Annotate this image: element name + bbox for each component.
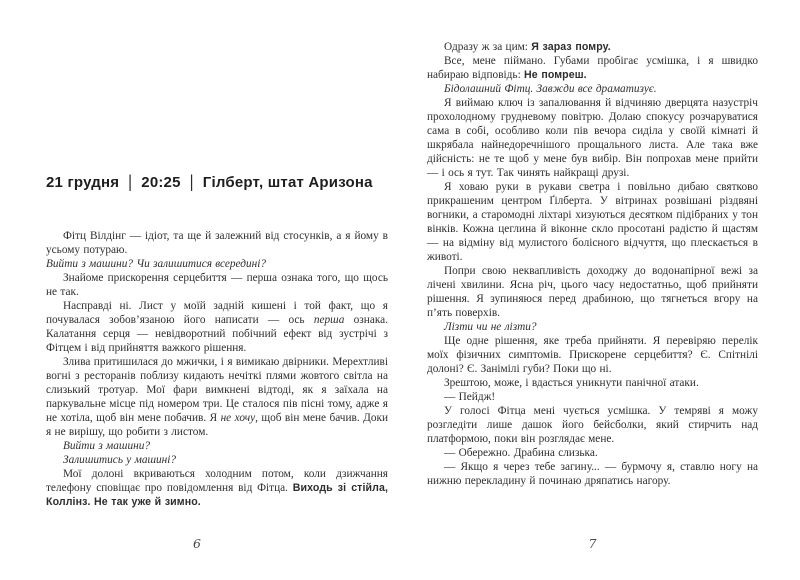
chapter-date: 21 грудня [46,174,120,191]
header-separator: | [189,172,194,193]
body-text: Я ховаю руки в рукави светра і повільно дибаю святково прикрашеним центром Ґілберта. У вітринах розвішані різдвяні вогники, а старомодні ліхтарі хизуються десятком підібраних у тон вінків. Кожна цеглина й віконне скло просотані радістю й щастям — на відміну від мулистого болісного відчуття, що плескається в животі. [427,181,758,263]
paragraph [46,299,388,355]
chapter-header [46,174,388,191]
paragraph [46,439,388,453]
paragraph [427,460,758,488]
paragraph [46,355,388,439]
text-message-text: Виходь зі стійла, Коллінз. Не так уже й зимно. [46,482,388,508]
inner-thought-text: Бідолашний Фітц. Завжди все драматизує. [444,83,657,95]
body-text: — Обережно. Драбина слизька. [444,447,598,459]
paragraph [427,390,758,404]
paragraph [46,467,388,509]
body-text: ознака. Калатання серця — невідворотний побічний ефект від зустрічі з Фітцем і від прийняття важкого рішення. [46,314,388,354]
paragraph [427,376,758,390]
right-page-body [427,40,758,488]
text-message-text: Не помреш. [524,69,587,81]
body-text: , щоб він мене бачив. Доки я не вирішу, що робити з листом. [46,412,389,438]
body-text: Ще одне рішення, яке треба прийняти. Я перевіряю перелік моїх фізичних симптомів. Прискорене серцебиття? Є. Спітнілі долоні? Є. Занімілі губи? Поки що ні. [427,335,758,375]
paragraph [46,229,388,257]
chapter-time: 20:25 [141,174,181,191]
paragraph [46,453,388,467]
page-right [427,0,758,580]
paragraph [427,96,758,180]
header-separator: | [128,172,133,193]
body-text: Мої долоні вкриваються холодним потом, коли дзижчання телефону сповіщає про повідомлення від Фітца. [46,468,388,494]
body-text: У голосі Фітца мені чується усмішка. У темряві я можу розгледіти лише дашок його бейсболки, який стирчить над платформою, поки він розглядає мене. [427,405,758,445]
page-left [46,0,388,580]
body-text: Все, мене піймано. Губами пробігає усмішка, і я швидко набираю відповідь: [427,55,758,81]
inner-thought-text: Вийти з машини? [63,440,150,452]
chapter-location: Гілберт, штат Аризона [202,174,373,191]
body-text: — Якщо я через тебе загину... — бурмочу я, ставлю ногу на нижню перекладину й починаю дряпатись нагору. [427,461,758,487]
text-message-text: Я зараз помру. [531,41,611,53]
inner-thought-text: перша [313,314,345,326]
paragraph [427,334,758,376]
paragraph [427,404,758,446]
paragraph [427,82,758,96]
paragraph [427,264,758,320]
body-text: — Пейдж! [444,391,496,403]
paragraph [427,54,758,82]
body-text: Я виймаю ключ із запалювання й відчиняю дверцята назустріч прохолодному грудневому повітрю. Долаю спокусу розчаруватися сама в собі, особливо коли пів вечора сиділа у своїй кімнаті й шкрябала найнедоречнішого прощального листа. Але така вже дійсність: не те щоб у мене був вибір. Він попрохав мене прийти — і ось я тут. Так чинять найкращі друзі. [427,97,758,179]
inner-thought-text: Вийти з машини? Чи залишитися всередині? [46,258,267,270]
page-number-left: 6 [193,536,201,551]
left-page-body [46,229,388,509]
paragraph [427,180,758,264]
body-text: Фітц Вілдінг — ідіот, та ще й залежний від стосунків, а я йому в усьому потураю. [46,230,388,256]
paragraph [427,446,758,460]
paragraph [46,271,388,299]
page-number-right: 7 [588,536,597,551]
body-text: Зрештою, може, і вдасться уникнути панічної атаки. [444,377,699,389]
body-text: Попри свою неквапливість доходжу до водонапірної вежі за лічені хвилини. Ясна річ, цього часу недостатньо, щоб прийняти рішення. Я зупиняюся перед драбиною, що тягнеться вгору на п’ять поверхів. [427,265,758,319]
inner-thought-text: не хочу [220,412,256,424]
body-text: Одразу ж за цим: [444,41,532,53]
inner-thought-text: Залишитись у машині? [63,454,177,466]
body-text: Злива притишилася до мжички, і я вимикаю двірники. Мерехтливі вогні з ресторанів поблизу кидають нечіткі плями жовтого світла на слизький тротуар. Мої фари вимкнені відтоді, як я заїхала на паркувальне місце під номером три. Це сталося пів пісні тому, адже я не хотіла, щоб він мене побачив. Я [46,356,388,424]
paragraph [427,320,758,334]
paragraph [427,40,758,54]
inner-thought-text: Лізти чи не лізти? [444,321,537,333]
body-text: Насправді ні. Лист у моїй задній кишені і той факт, що я почувалася зобов’язаною його написати — ось [46,300,388,326]
paragraph [46,257,388,271]
body-text: Знайоме прискорення серцебиття — перша ознака того, що щось не так. [46,272,388,298]
